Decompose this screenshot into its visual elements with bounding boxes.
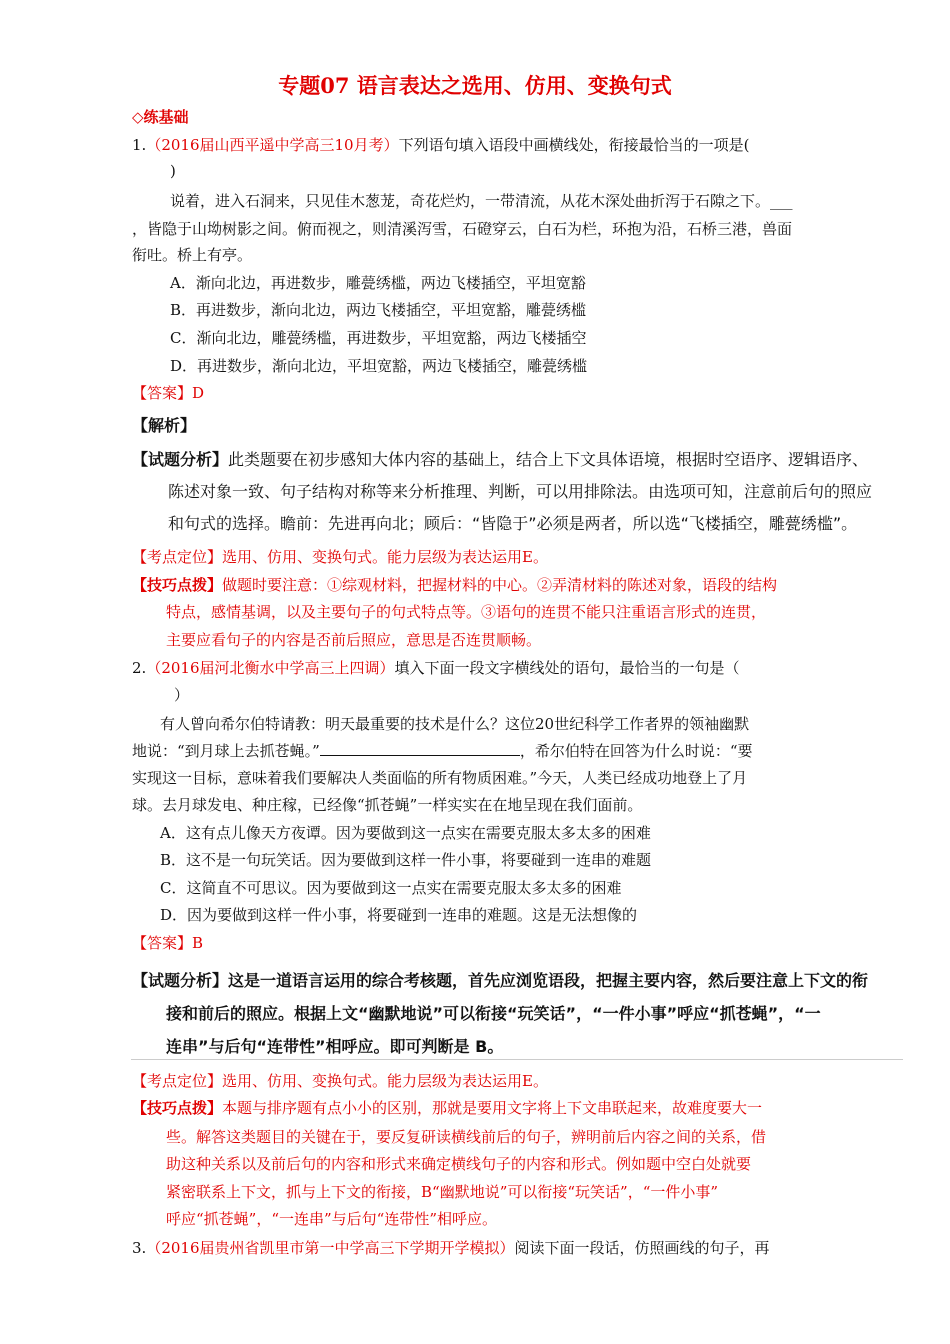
q2-stem-close: ） [174,686,190,704]
q1-passage-line: 衔吐。桥上有亭。 [132,246,253,264]
q1-analysis-line: 陈述对象一致、句子结构对称等来分析推理、判断，可以用排除法。由选项可知，注意前后句的照应 [168,482,873,501]
q2-analysis-text: 这是一道语言运用的综合考核题，首先应浏览语段，把握主要内容，然后要注意上下文的衔 [228,971,869,990]
q1-passage-line: 说着，进入石洞来，只见佳木葱茏，奇花烂灼，一带清流，从花木深处曲折泻于石隙之下。___ [170,192,793,210]
q1-number: 1. [132,136,147,154]
q2-option-a: A．这有点儿像天方夜谭。因为要做到这一点实在需要克服太多太多的困难 [160,824,651,842]
q2-jiqiao-line [132,1098,762,1118]
q1-jiqiao-line [132,575,777,595]
q2-option-b: B．这不是一句玩笑话。因为要做到这样一件小事，将要碰到一连串的难题 [160,851,652,869]
q1-analysis-label: 【试题分析】 [132,450,229,469]
q3-source: （2016届贵州省凯里市第一中学高三下学期开学模拟） [146,1239,515,1257]
q1-jiexi-heading: 【解析】 [132,416,197,435]
q1-jiqiao-line: 特点，感情基调，以及主要句子的句式特点等。③语句的连贯不能只注重语言形式的连贯， [166,603,767,621]
q2-jiqiao-label: 【技巧点拨】 [132,1099,223,1117]
q2-passage-line [132,741,753,761]
q1-source: （2016届山西平遥中学高三10月考） [146,136,399,154]
q2-jiqiao-line: 呼应“抓苍蝇”，“一连串”与后句“连带性”相呼应。 [166,1210,498,1228]
q1-answer: 【答案】D [132,384,205,402]
divider-line [131,1059,903,1060]
q1-jiqiao-line: 主要应看句子的内容是否前后照应，意思是否连贯顺畅。 [166,631,542,649]
q1-stem [132,135,749,155]
q2-jiqiao-line: 些。解答这类题目的关键在于，要反复研读横线前后的句子，辨明前后内容之间的关系，借 [166,1128,767,1146]
q2-option-d: D．因为要做到这样一件小事，将要碰到一连串的难题。这是无法想像的 [160,906,638,924]
q2-analysis-line [132,971,868,991]
q1-option-d: D．再进数步，渐向北边，平坦宽豁，两边飞楼插空，雕甍绣槛 [170,357,588,375]
q2-passage-start: 地说：“到月球上去抓苍蝇。” [132,742,320,760]
q2-passage-line: 实现这一目标，意味着我们要解决人类面临的所有物质困难。”今天，人类已经成功地登上了月 [132,769,748,787]
fill-blank-line [320,741,520,756]
q1-analysis-line [132,450,868,470]
q2-kaodian: 【考点定位】选用、仿用、变换句式。能力层级为表达运用E。 [132,1072,548,1090]
q2-passage-end: ，希尔伯特在回答为什么时说：“要 [519,742,753,760]
q2-option-c: C．这简直不可思议。因为要做到这一点实在需要克服太多太多的困难 [160,879,622,897]
page-title: 专题07 语言表达之选用、仿用、变换句式 [278,73,672,98]
q1-option-a: A．渐向北边，再进数步，雕甍绣槛，两边飞楼插空，平坦宽豁 [170,274,586,292]
q1-analysis-line: 和句式的选择。瞻前：先进再向北；顾后：“皆隐于”必须是两者，所以选“飞楼插空，雕甍绣槛”。 [168,514,858,533]
q1-stem-text: 下列语句填入语段中画横线处，衔接最恰当的一项是( [398,136,750,154]
q1-option-b: B．再进数步，渐向北边，两边飞楼插空，平坦宽豁，雕甍绣槛 [170,301,587,319]
q2-number: 2. [132,659,147,677]
q2-stem-text: 填入下面一段文字横线处的语句，最恰当的一句是（ [394,659,740,677]
q1-analysis-text: 此类题要在初步感知大体内容的基础上，结合上下文具体语境，根据时空语序、逻辑语序、 [228,450,869,469]
q2-answer: 【答案】B [132,934,204,952]
q2-analysis-line: 接和前后的照应。根据上文“幽默地说”可以衔接“玩笑话”，“一件小事”呼应“抓苍蝇”，“一 [166,1004,821,1023]
q2-jiqiao-text: 本题与排序题有点小小的区别，那就是要用文字将上下文串联起来，故难度要大一 [222,1099,763,1117]
q1-option-c: C．渐向北边，雕甍绣槛，再进数步，平坦宽豁，两边飞楼插空 [170,329,587,347]
q1-stem-close: ) [170,162,176,180]
section-heading: ◇练基础 [132,108,189,126]
q2-jiqiao-line: 紧密联系上下文，抓与上下文的衔接，B“幽默地说”可以衔接“玩笑话”，“一件小事” [166,1183,719,1201]
q2-passage-line: 有人曾向希尔伯特请教：明天最重要的技术是什么？这位20世纪科学工作者界的领袖幽默 [160,715,750,733]
q2-stem [132,658,740,678]
q3-stem [132,1238,770,1258]
q2-analysis-label: 【试题分析】 [132,971,229,990]
q2-analysis-line: 连串”与后句“连带性”相呼应。即可判断是 B。 [166,1037,504,1056]
q2-jiqiao-line: 助这种关系以及前后句的内容和形式来确定横线句子的内容和形式。例如题中空白处就要 [166,1155,752,1173]
q1-passage-line: ，皆隐于山坳树影之间。俯而视之，则清溪泻雪，石磴穿云，白石为栏，环抱为沿，石桥三港，兽面 [132,220,793,238]
q1-jiqiao-label: 【技巧点拨】 [132,576,223,594]
q3-number: 3. [132,1239,147,1257]
q2-passage-line: 球。去月球发电、种庄稼，已经像“抓苍蝇”一样实实在在地呈现在我们面前。 [132,796,643,814]
q1-jiqiao-text: 做题时要注意：①综观材料，把握材料的中心。②弄清材料的陈述对象，语段的结构 [222,576,778,594]
q2-source: （2016届河北衡水中学高三上四调） [146,659,395,677]
q1-kaodian: 【考点定位】选用、仿用、变换句式。能力层级为表达运用E。 [132,548,548,566]
q3-stem-text: 阅读下面一段话，仿照画线的句子，再 [514,1239,770,1257]
